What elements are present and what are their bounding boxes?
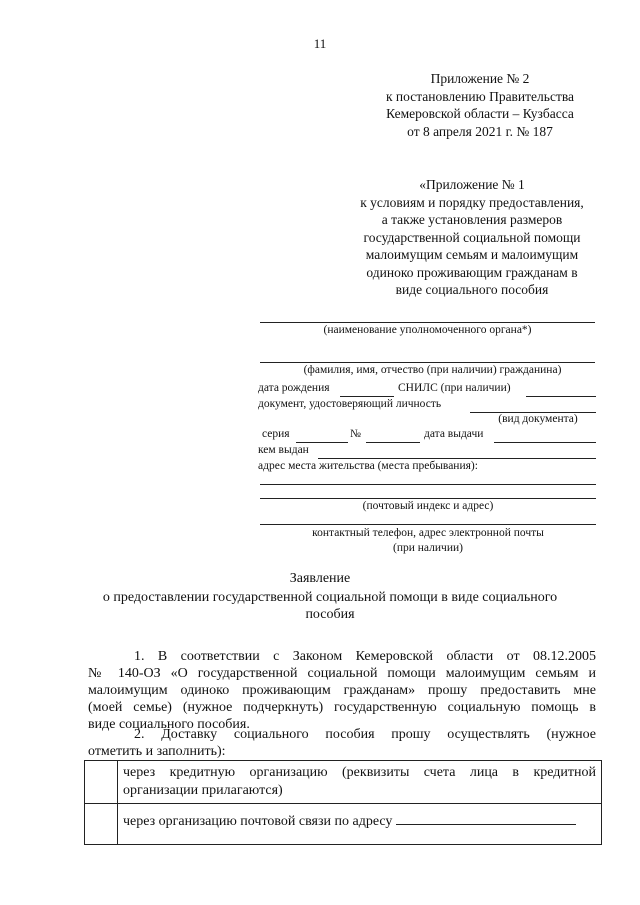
paragraph-line: № 140-ОЗ «О государственной социальной помощи малоимущим семьям и bbox=[88, 666, 596, 681]
issued-by-label: кем выдан bbox=[258, 444, 309, 456]
paragraph-line: 2. Доставку социального пособия прошу осуществлять (нужное bbox=[134, 727, 596, 742]
birth-date-label: дата рождения bbox=[258, 382, 330, 394]
option-text: через организацию почтовой связи по адресу bbox=[123, 814, 393, 829]
paragraph-line: 1. В соответствии с Законом Кемеровской области от 08.12.2005 bbox=[134, 649, 596, 664]
series-label: серия bbox=[262, 428, 290, 440]
number-field[interactable] bbox=[366, 442, 420, 443]
issued-by-field[interactable] bbox=[318, 458, 596, 459]
appendix-inner-line: государственной социальной помощи bbox=[363, 229, 581, 245]
paragraph-line: малоимущим одиноко проживающим гражданам» прошу предоставить мне bbox=[88, 683, 596, 698]
birth-date-field[interactable] bbox=[340, 396, 394, 397]
option-text: через кредитную организацию (реквизиты счета лица в кредитной организации прилагаются) bbox=[118, 761, 602, 804]
appendix-inner-line: «Приложение № 1 bbox=[419, 177, 525, 192]
statement-title: Заявление bbox=[289, 571, 351, 586]
postal-caption: (почтовый индекс и адрес) bbox=[362, 500, 494, 512]
number-label: № bbox=[350, 428, 361, 440]
issue-date-field[interactable] bbox=[494, 442, 596, 443]
appendix-header-line: Кемеровской области – Кузбасса bbox=[386, 106, 574, 121]
delivery-option-row bbox=[85, 804, 602, 845]
page-number: 11 bbox=[313, 36, 327, 51]
postal-address-field[interactable] bbox=[396, 812, 576, 825]
doc-type-caption: (вид документа) bbox=[498, 413, 578, 425]
option-checkbox[interactable] bbox=[85, 761, 118, 804]
appendix-header-line: к постановлению Правительства bbox=[385, 88, 575, 104]
paragraph-line: (моей семье) (нужное подчеркнуть) государственную социальную помощь в bbox=[88, 700, 596, 715]
option-cell bbox=[118, 804, 602, 845]
appendix-inner-line: а также установления размеров bbox=[381, 212, 563, 227]
address-field-line[interactable] bbox=[260, 484, 596, 485]
appendix-header-line: Приложение № 2 bbox=[430, 71, 530, 86]
snils-field[interactable] bbox=[526, 396, 596, 397]
appendix-inner-line: малоимущим семьям и малоимущим bbox=[365, 247, 579, 262]
appendix-inner-line: к условиям и порядку предоставления, bbox=[360, 194, 584, 210]
statement-subtitle: пособия bbox=[305, 607, 355, 622]
appendix-header-line: от 8 апреля 2021 г. № 187 bbox=[407, 123, 553, 139]
contact-caption-note: (при наличии) bbox=[393, 542, 463, 554]
contact-caption: контактный телефон, адрес электронной почты bbox=[312, 527, 544, 539]
appendix-inner bbox=[322, 176, 622, 299]
appendix-header bbox=[340, 70, 620, 140]
statement-subtitle: о предоставлении государственной социальной помощи в виде социального bbox=[102, 590, 558, 605]
snils-label: СНИЛС (при наличии) bbox=[398, 382, 511, 394]
delivery-options-table bbox=[84, 760, 602, 845]
contact-field-line[interactable] bbox=[260, 524, 596, 525]
option-checkbox[interactable] bbox=[85, 804, 118, 845]
issue-date-label: дата выдачи bbox=[424, 428, 484, 440]
fio-field-line[interactable] bbox=[260, 362, 595, 363]
paragraph-line: виде социального пособия. bbox=[88, 717, 250, 732]
address-field-line[interactable] bbox=[260, 498, 596, 499]
appendix-inner-line: одиноко проживающим гражданам в bbox=[366, 264, 578, 280]
authority-caption: (наименование уполномоченного органа*) bbox=[323, 324, 532, 336]
delivery-option-row bbox=[85, 761, 602, 804]
fio-caption: (фамилия, имя, отчество (при наличии) гражданина) bbox=[303, 364, 562, 376]
address-label: адрес места жительства (места пребывания): bbox=[258, 460, 478, 472]
authority-field-line[interactable] bbox=[260, 322, 595, 323]
paragraph-line: отметить и заполнить): bbox=[88, 744, 226, 759]
identity-doc-label: документ, удостоверяющий личность bbox=[258, 398, 442, 410]
appendix-inner-line: виде социального пособия bbox=[395, 282, 549, 297]
series-field[interactable] bbox=[296, 442, 348, 443]
